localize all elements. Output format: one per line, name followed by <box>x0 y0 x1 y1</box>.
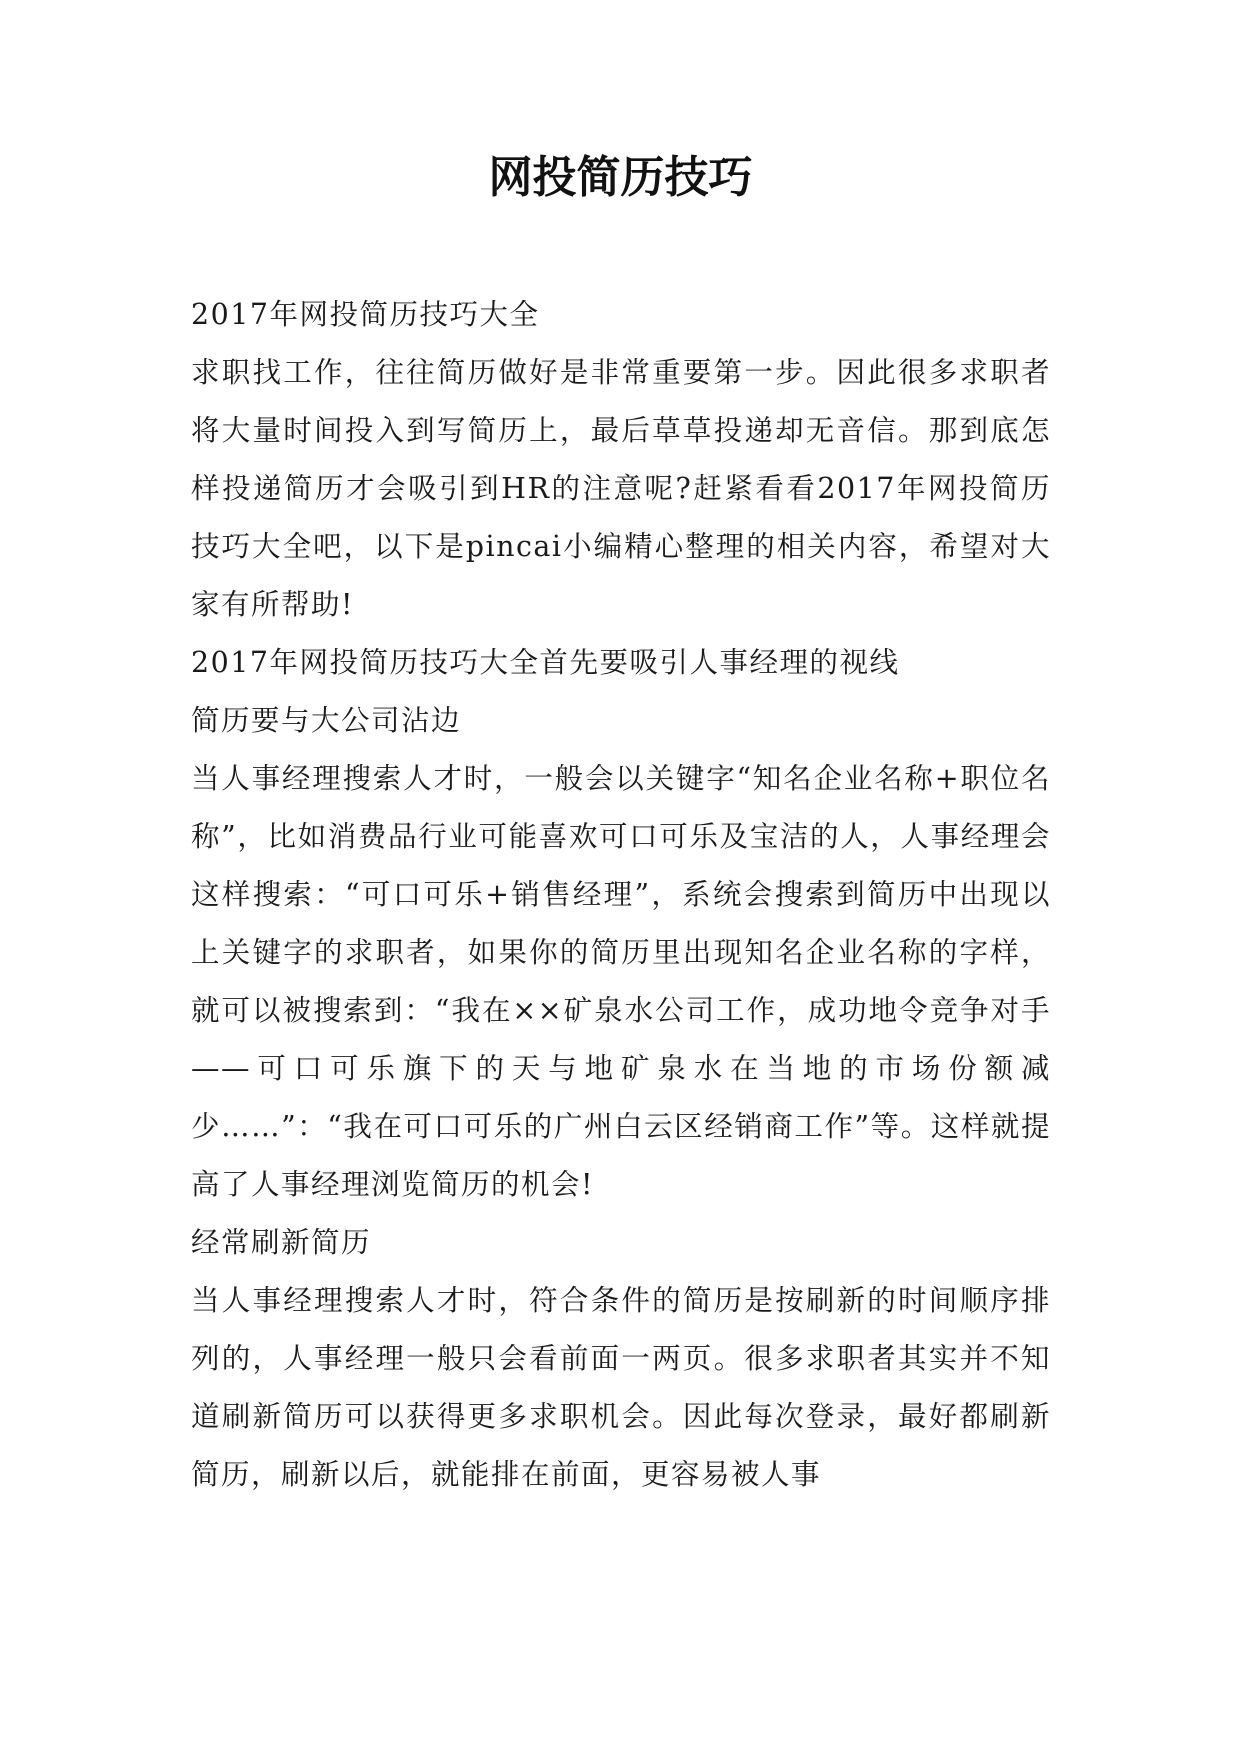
paragraph-tip-body-1: 当人事经理搜索人才时，一般会以关键字“知名企业名称+职位名称”，比如消费品行业可能喜欢可口可乐及宝洁的人，人事经理会这样搜索：“可口可乐+销售经理”，系统会搜索到简历中出现以上关键字的求职者，如果你的简历里出现知名企业名称的字样，就可以被搜索到：“我在××矿泉水公司工作，成功地令竞争对手——可口可乐旗下的天与地矿泉水在当地的市场份额减少……”：“我在可口可乐的广州白云区经销商工作”等。这样就提高了人事经理浏览简历的机会! <box>191 762 1051 1201</box>
paragraph-tip-body-2: 当人事经理搜索人才时，符合条件的简历是按刷新的时间顺序排列的，人事经理一般只会看前面一两页。很多求职者其实并不知道刷新简历可以获得更多求职机会。因此每次登录，最好都刷新简历，刷新以后，就能排在前面，更容易被人事 <box>191 1284 1051 1491</box>
document-body <box>191 286 1051 1504</box>
document-title: 网投简历技巧 <box>488 152 753 203</box>
paragraph-subtitle: 2017年网投简历技巧大全 <box>191 298 540 331</box>
paragraph-section-heading: 2017年网投简历技巧大全首先要吸引人事经理的视线 <box>191 646 900 679</box>
paragraph-tip-heading-2: 经常刷新简历 <box>191 1226 372 1259</box>
paragraph-tip-heading-1: 简历要与大公司沾边 <box>191 704 462 737</box>
paragraph-intro: 求职找工作，往往简历做好是非常重要第一步。因此很多求职者将大量时间投入到写简历上，最后草草投递却无音信。那到底怎样投递简历才会吸引到HR的注意呢?赶紧看看2017年网投简历技巧大全吧，以下是pincai小编精心整理的相关内容，希望对大家有所帮助! <box>191 356 1051 621</box>
